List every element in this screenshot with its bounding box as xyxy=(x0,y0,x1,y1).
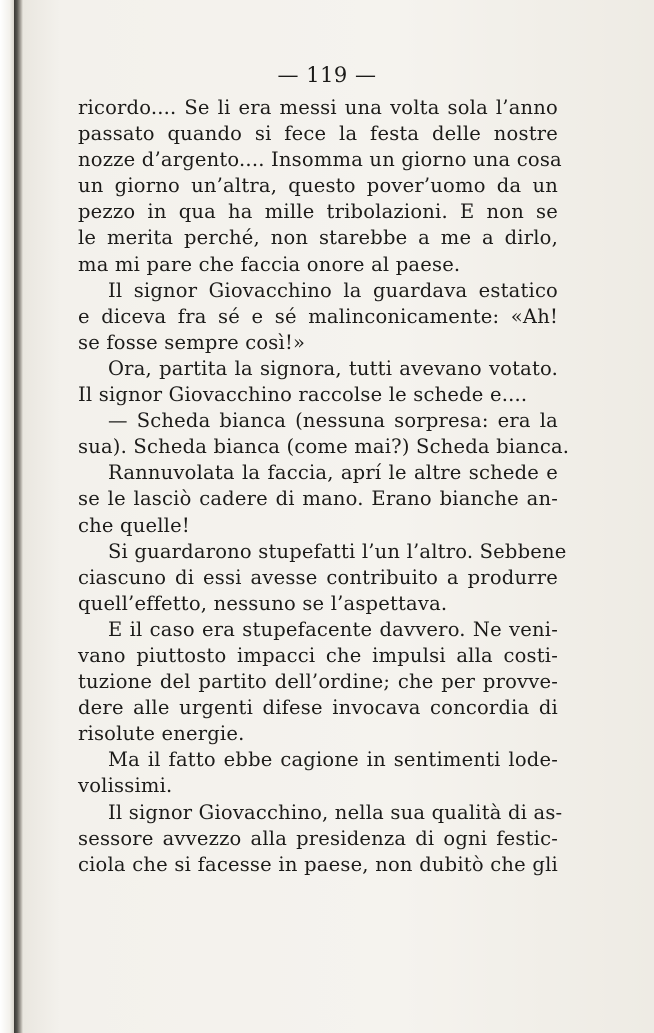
text-line: ciola che si facesse in paese, non dubitò che gli xyxy=(78,852,558,876)
text-line: che quelle! xyxy=(78,513,190,537)
text-line: se fosse sempre così!» xyxy=(78,330,306,354)
page-margin-shadow xyxy=(0,0,14,1033)
text-line: sessore avvezzo alla presidenza di ogni festic- xyxy=(78,826,558,850)
text-line: e diceva fra sé e sé malinconicamente: «Ah! xyxy=(78,304,558,328)
text-line: ricordo.... Se li era messi una volta sola l’anno xyxy=(78,96,558,119)
text-line: le merita perché, non starebbe a me a dirlo, xyxy=(78,226,558,250)
text-line: ma mi pare che faccia onore al paese. xyxy=(78,252,461,276)
text-line: Rannuvolata la faccia, aprí le altre schede e xyxy=(108,461,558,485)
text-line: se le lasciò cadere di mano. Erano bianche an- xyxy=(78,487,558,511)
text-line: sua). Scheda bianca (come mai?) Scheda bianca. xyxy=(78,435,570,459)
binding-edge xyxy=(14,0,23,1033)
text-line: Il signor Giovacchino raccolse le schede e.... xyxy=(78,383,528,407)
body-text xyxy=(78,95,570,878)
text-line: Il signor Giovacchino, nella sua qualità di as- xyxy=(108,800,563,824)
text-line: un giorno un’altra, questo pover’uomo da un xyxy=(78,174,558,198)
text-line: volissimi. xyxy=(78,774,173,798)
text-line: quell’effetto, nessuno se l’aspettava. xyxy=(78,591,448,615)
text-line: Si guardarono stupefatti l’un l’altro. Sebbene xyxy=(108,539,567,563)
text-line: Ma il fatto ebbe cagione in sentimenti lode- xyxy=(108,748,558,772)
text-line: — Scheda bianca (nessuna sorpresa: era la xyxy=(108,409,558,433)
text-line: dere alle urgenti difese invocava concordia di xyxy=(78,696,558,720)
text-line: Il signor Giovacchino la guardava estatico xyxy=(108,278,558,302)
text-line: pezzo in qua ha mille tribolazioni. E non se xyxy=(78,200,558,224)
text-line: passato quando si fece la festa delle nostre xyxy=(78,122,558,146)
text-line: ciascuno di essi avesse contribuito a produrre xyxy=(78,565,558,589)
text-line: Ora, partita la signora, tutti avevano votato. xyxy=(108,356,558,380)
text-line: nozze d’argento.... Insomma un giorno una cosa xyxy=(78,148,562,172)
text-line: vano piuttosto impacci che impulsi alla costi- xyxy=(78,643,558,667)
text-line: risolute energie. xyxy=(78,722,245,746)
text-line: E il caso era stupefacente davvero. Ne veni- xyxy=(108,617,558,641)
page-number: — 119 — xyxy=(277,63,377,87)
text-line: tuzione del partito dell’ordine; che per provve- xyxy=(78,670,558,694)
